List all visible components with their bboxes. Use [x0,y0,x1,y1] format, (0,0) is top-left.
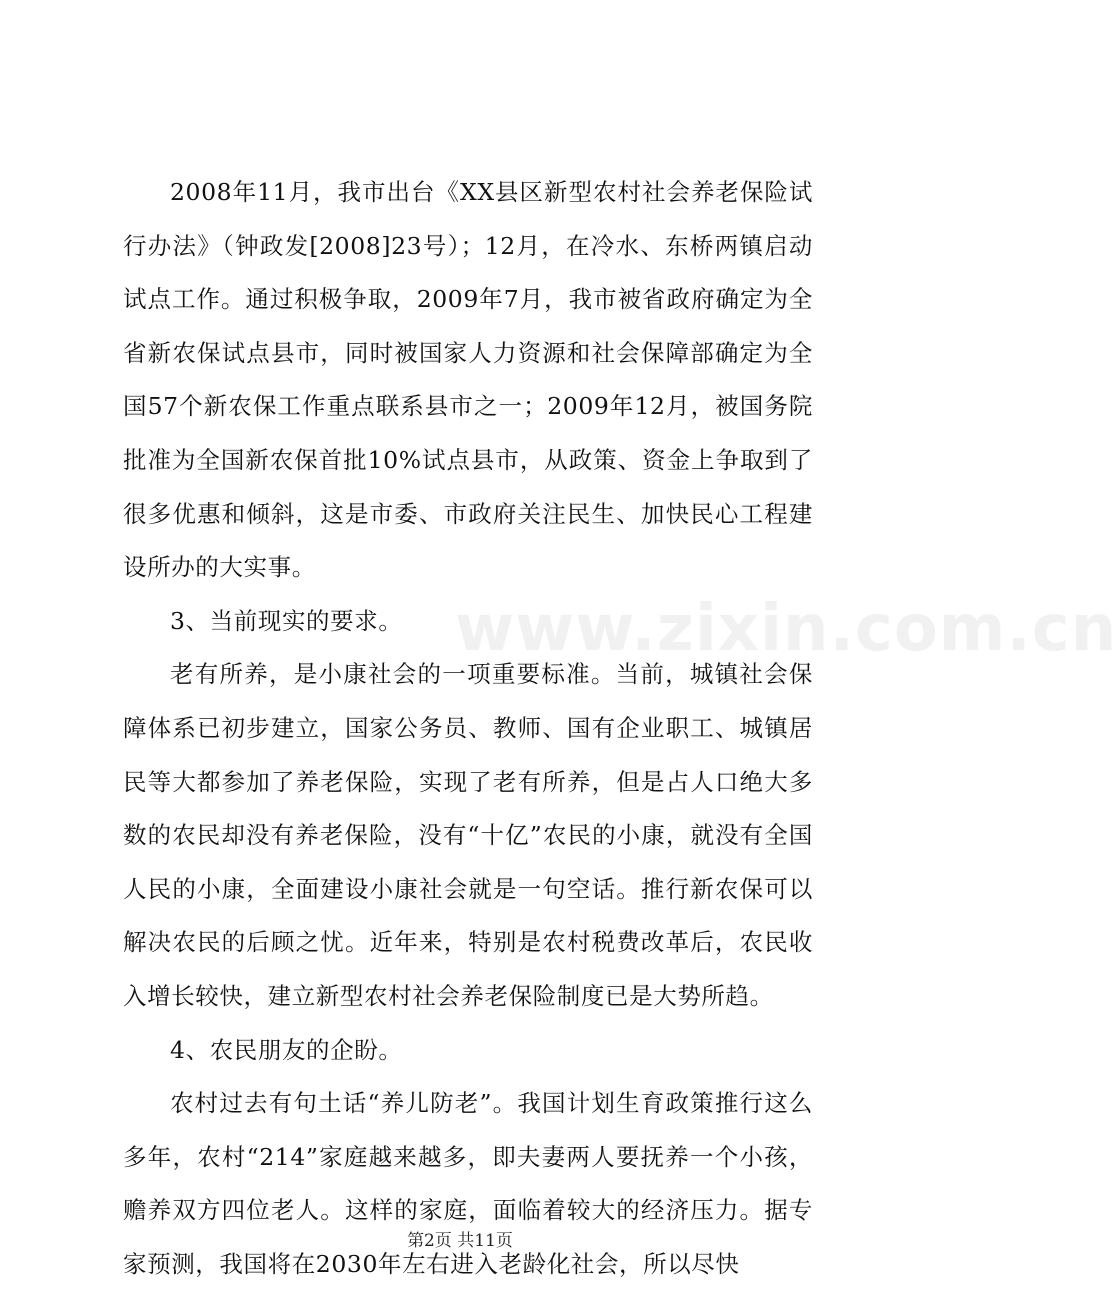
section-heading-3: 3、当前现实的要求。 [170,606,403,635]
watermark: www.zixin.com.cn [455,592,1117,666]
page-footer: 第2页 共11页 [407,1231,513,1251]
section-heading-4: 4、农民朋友的企盼。 [170,1035,403,1064]
paragraph-1: 2008年11月，我市出台《XX县区新型农村社会养老保险试行办法》（钟政发[2008]23号）；12月，在冷水、东桥两镇启动试点工作。通过积极争取，2009年7月，我市被省政府确定为全省新农保试点县市，同时被国家人力资源和社会保障部确定为全国57个新农保工作重点联系县市之一；2009年12月，被国务院批准为全国新农保首批10%试点县市，从政策、资金上争取到了很多优惠和倾斜，这是市委、市政府关注民生、加快民心工程建设所办的大实事。 [123,178,813,582]
document-body [123,166,813,1291]
paragraph-3: 农村过去有句土话“养儿防老”。我国计划生育政策推行这么多年，农村“214”家庭越来越多，即夫妻两人要抚养一个小孩，赡养双方四位老人。这样的家庭，面临着较大的经济压力。据专家预测，我国将在2030年左右进入老龄化社会，所以尽快 [123,1089,813,1278]
paragraph-2: 老有所养，是小康社会的一项重要标准。当前，城镇社会保障体系已初步建立，国家公务员、教师、国有企业职工、城镇居民等大都参加了养老保险，实现了老有所养，但是占人口绝大多数的农民却没有养老保险，没有“十亿”农民的小康，就没有全国人民的小康，全面建设小康社会就是一句空话。推行新农保可以解决农民的后顾之忧。近年来，特别是农村税费改革后，农民收入增长较快，建立新型农村社会养老保险制度已是大势所趋。 [123,660,813,1010]
